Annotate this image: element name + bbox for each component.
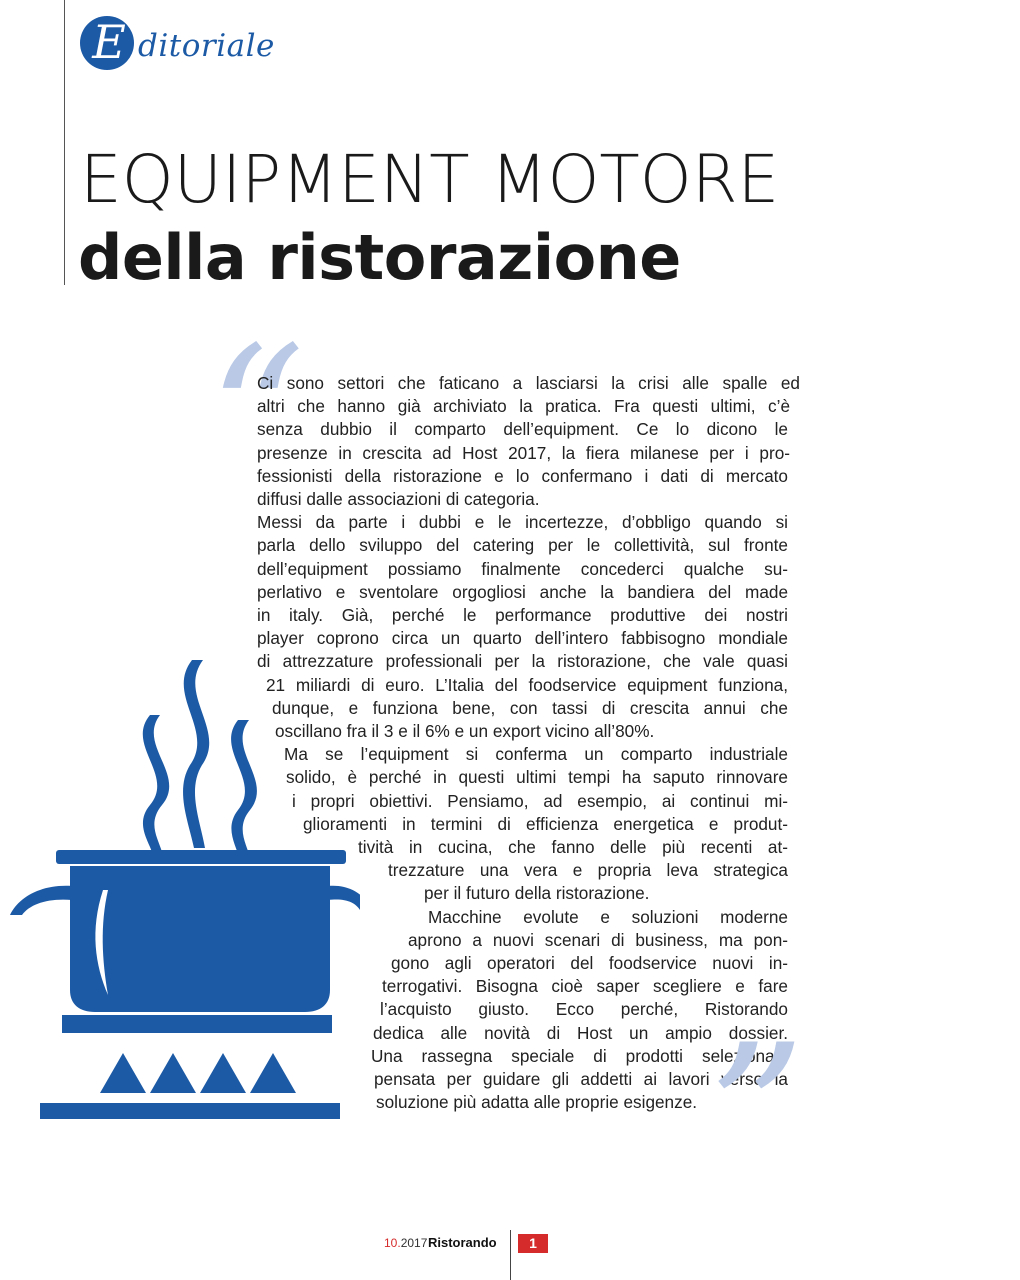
body-line: soluzione più adatta alle proprie esigenze. — [376, 1092, 698, 1113]
body-line: diffusi dalle associazioni di categoria. — [257, 489, 540, 509]
body-line: perlativo e sventolare orgogliosi anche la bandiera del made — [257, 581, 788, 602]
body-line: tività in cucina, che fanno delle più recenti at- — [358, 837, 788, 857]
body-line: Una rassegna speciale di prodotti selezionati, — [371, 1045, 788, 1066]
body-line: Messi da parte i dubbi e le incertezze, d’obbligo quando si — [257, 512, 788, 533]
body-line: presenze in crescita ad Host 2017, la fiera milanese per i pro- — [257, 442, 790, 463]
steam-right — [231, 720, 257, 860]
body-line: fessionisti della ristorazione e lo confermano i dati di mercato — [257, 465, 788, 486]
body-line: 21 miliardi di euro. L’Italia del foodservice equipment funziona, — [266, 674, 788, 695]
body-line: pensata per guidare gli addetti ai lavori verso la — [374, 1069, 788, 1089]
body-line: l’acquisto giusto. Ecco perché, Ristorando — [380, 999, 788, 1020]
body-line: player coprono circa un quarto dell’intero fabbisogno mondiale — [257, 628, 788, 649]
body-line: parla dello sviluppo del catering per le collettività, sul fronte — [257, 535, 788, 556]
left-vertical-rule — [64, 0, 65, 285]
footer-magazine-name: Ristorando — [428, 1235, 497, 1250]
section-label: ditoriale — [138, 28, 275, 64]
issue-year: 2017 — [400, 1236, 428, 1250]
body-line: per il futuro della ristorazione. — [424, 883, 650, 904]
pot-body — [70, 866, 330, 1012]
body-line: oscillano fra il 3 e il 6% e un export vicino all’80%. — [275, 721, 655, 741]
steam-center — [183, 660, 209, 848]
body-line: aprono a nuovi scenari di business, ma pon- — [408, 929, 788, 950]
body-line: solido, è perché in questi ultimi tempi ha saputo rinnovare — [286, 767, 788, 788]
body-line: gono agli operatori del foodservice nuovi in- — [391, 953, 788, 973]
body-line: in italy. Già, perché le performance produttive dei nostri — [257, 605, 788, 625]
body-line: dell’equipment possiamo finalmente concederci qualche su- — [257, 558, 788, 579]
section-initial: E — [92, 15, 126, 69]
body-line: trezzature una vera e propria leva strategica — [388, 860, 788, 881]
body-line: terrogativi. Bisogna cioè saper scegliere e fare — [382, 976, 788, 997]
close-quote-mark: ” — [708, 1004, 806, 1225]
pot-base — [62, 1015, 332, 1033]
body-line: i propri obiettivi. Pensiamo, ad esempio, ai continui mi- — [292, 790, 788, 811]
headline-line-2: della ristorazione — [78, 221, 681, 294]
footer-issue — [384, 1236, 427, 1250]
body-line: senza dubbio il comparto dell’equipment. Ce lo dicono le — [257, 419, 788, 440]
headline-line-1: EQUIPMENT MOTORE — [80, 141, 780, 218]
body-line: glioramenti in termini di efficienza energetica e produt- — [303, 813, 788, 834]
pot-handle-right — [328, 886, 360, 910]
footer-vertical-rule — [510, 1230, 511, 1280]
body-line: Ci sono settori che faticano a lasciarsi la crisi alle spalle ed — [257, 373, 800, 393]
body-line: Ma se l’equipment si conferma un comparto industriale — [284, 744, 788, 765]
body-line: dedica alle novità di Host un ampio dossier. — [373, 1022, 788, 1043]
page-number: 1 — [518, 1234, 548, 1253]
pot-rim — [56, 850, 346, 864]
body-line: altri che hanno già archiviato la pratica. Fra questi ultimi, c’è — [257, 396, 790, 417]
body-line: dunque, e funziona bene, con tassi di crescita annui che — [272, 697, 788, 718]
pot-handle-left — [10, 886, 72, 915]
flame-3 — [200, 1053, 246, 1093]
flame-1 — [100, 1053, 146, 1093]
stove-bar — [40, 1103, 340, 1119]
steam-left — [143, 715, 169, 852]
flame-4 — [250, 1053, 296, 1093]
flame-2 — [150, 1053, 196, 1093]
issue-number: 10. — [384, 1236, 401, 1250]
body-line: Macchine evolute e soluzioni moderne — [428, 906, 788, 927]
open-quote-mark: “ — [208, 306, 306, 527]
body-line: di attrezzature professionali per la ristorazione, che vale quasi — [257, 651, 788, 672]
